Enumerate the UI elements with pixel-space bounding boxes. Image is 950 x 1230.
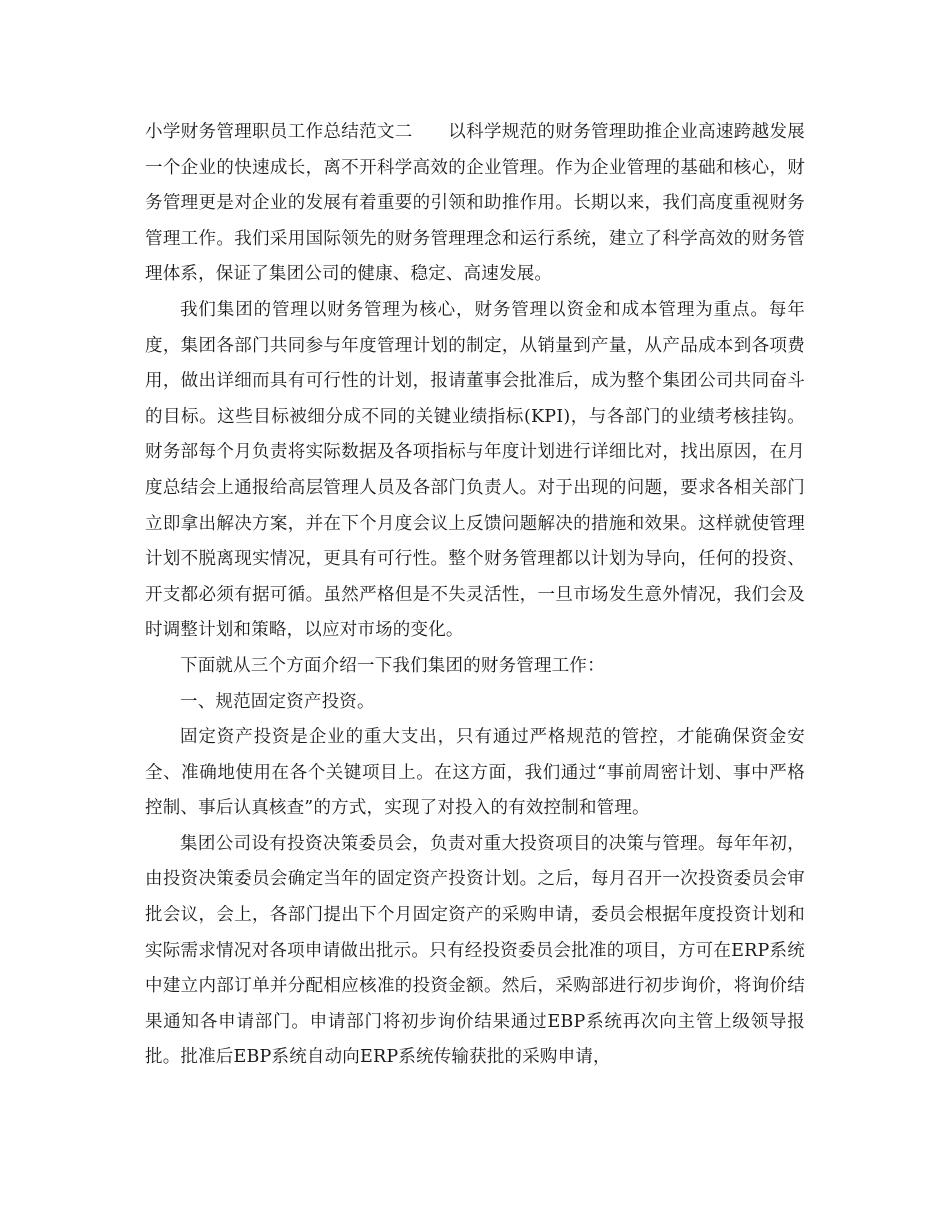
paragraph-investment-committee: 集团公司设有投资决策委员会，负责对重大投资项目的决策与管理。每年年初，由投资决策委员会确定当年的固定资产投资计划。之后，每月召开一次投资委员会审批会议，会上，各部门提出下个月固定资产的采购申请，委员会根据年度投资计划和实际需求情况对各项申请做出批示。只有经投资委员会批准的项目，方可在ERP系统中建立内部订单并分配相应核准的投资金额。然后，采购部进行初步询价，将询价结果通知各申请部门。申请部门将初步询价结果通过EBP系统再次向主管上级领导报批。批准后EBP系统自动向ERP系统传输获批的采购申请， bbox=[145, 833, 805, 1068]
document-body bbox=[145, 115, 811, 1076]
section-heading-fixed-assets: 一、规范固定资产投资。 bbox=[180, 691, 375, 712]
paragraph-three-aspects-intro: 下面就从三个方面介绍一下我们集团的财务管理工作： bbox=[180, 655, 605, 676]
document-title-paragraph: 小学财务管理职员工作总结范文二 以科学规范的财务管理助推企业高速跨越发展 一个企业的快速成长，离不开科学高效的企业管理。作为企业管理的基础和核心，财务管理更是对企业的发展有着重要的引领和助推作用。长期以来，我们高度重视财务管理工作。我们采用国际领先的财务管理理念和运行系统，建立了科学高效的财务管理体系，保证了集团公司的健康、稳定、高速发展。 bbox=[145, 122, 811, 285]
paragraph-fixed-asset-investment: 固定资产投资是企业的重大支出，只有通过严格规范的管控，才能确保资金安全、准确地使用在各个关键项目上。在这方面，我们通过“事前周密计划、事中严格控制、事后认真核查”的方式，实现了对投入的有效控制和管理。 bbox=[145, 727, 805, 819]
paragraph-management-core: 我们集团的管理以财务管理为核心，财务管理以资金和成本管理为重点。每年度，集团各部门共同参与年度管理计划的制定，从销量到产量，从产品成本到各项费用，做出详细而具有可行性的计划，报请董事会批准后，成为整个集团公司共同奋斗的目标。这些目标被细分成不同的关键业绩指标(KPI)，与各部门的业绩考核挂钩。财务部每个月负责将实际数据及各项指标与年度计划进行详细比对，找出原因，在月度总结会上通报给高层管理人员及各部门负责人。对于出现的问题，要求各相关部门立即拿出解决方案，并在下个月度会议上反馈问题解决的措施和效果。这样就使管理计划不脱离现实情况，更具有可行性。整个财务管理都以计划为导向，任何的投资、开支都必须有据可循。虽然严格但是不失灵活性，一旦市场发生意外情况，我们会及时调整计划和策略，以应对市场的变化。 bbox=[145, 299, 805, 641]
